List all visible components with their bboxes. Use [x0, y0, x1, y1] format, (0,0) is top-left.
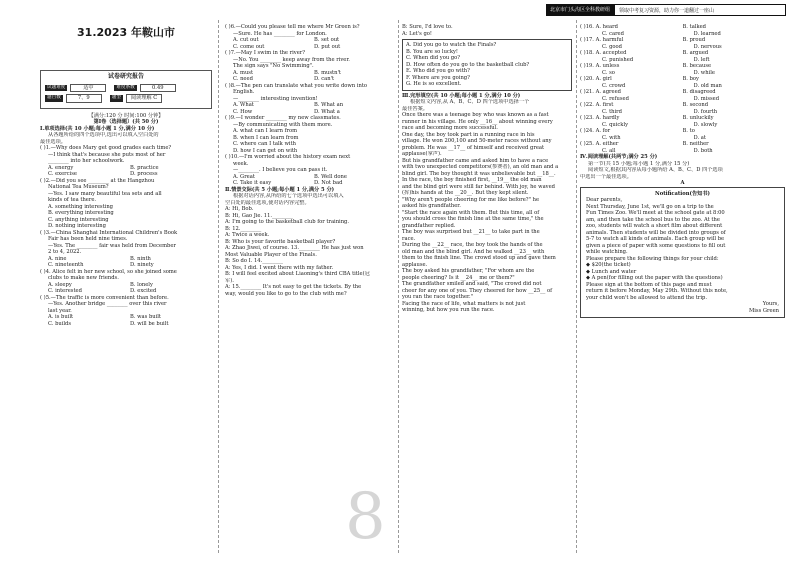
question-line: ( )10.—I'm worried about the history exam next [225, 154, 351, 160]
instruction-line: 从各题所给的四个选项中,选出可以填入空白处的 [48, 132, 159, 138]
option: B. boy [682, 76, 699, 82]
dialog-line: A: Twice a week. [225, 232, 270, 238]
choice-option: B. You are so lucky! [406, 48, 458, 55]
column-4 [580, 24, 785, 318]
option: ( )20. A. girl [580, 76, 612, 82]
passage-line: with two unexpected competitors(参赛者), an old man and a [402, 164, 559, 170]
option: A. is built [48, 314, 74, 320]
dialog-line: B: Sure, I'd love to. [402, 24, 453, 30]
option: ( )21. A. agreed [580, 89, 621, 95]
option: D. fourth [693, 108, 718, 115]
option: A. what can I learn from [233, 128, 298, 134]
option: A. What [233, 102, 254, 108]
passage-line: asked his grandfather. [402, 203, 461, 209]
dialog [225, 206, 395, 297]
question-list [40, 145, 212, 327]
option: A. Great [233, 173, 255, 180]
passage-line: One day, the boy took part in a running race in his [402, 131, 535, 138]
question-line: —Yes. The ________ fair was held from December [48, 242, 176, 249]
question-line: last year. [48, 307, 72, 314]
dialog-line: B: Who is your favorite basketball player? [225, 238, 336, 245]
option: B. everything interesting [48, 210, 114, 216]
notice-line: Please sign at the bottom of this page and must [586, 281, 712, 288]
passage-line: Facing the race of life, what matters is not just [402, 300, 526, 307]
notice-line: Please prepare the following things for your child: [586, 255, 719, 262]
passage-line: cheer for any one of you. They cheered for how __25__ of [402, 287, 553, 294]
column-divider [398, 20, 399, 553]
option: D. learned [693, 30, 721, 37]
dialog-line: A: Let's go! [402, 30, 433, 37]
report-value: 阅读理解 C [126, 94, 162, 103]
option: C. Take it easy [233, 180, 272, 186]
passage-line: runner in his village. He only __16__ about winning every [402, 118, 553, 125]
notice-line: ◆ A pen(for filling out the paper with the questions) [586, 275, 723, 281]
option: D. What a [314, 108, 340, 115]
choice-option: E. Who did you go with? [406, 68, 470, 74]
question-line: week. [233, 160, 249, 167]
dialog-line: B: So do I. 14.________ [225, 258, 283, 264]
passage-line: "Why aren't people cheering for me like before?" he [402, 196, 540, 203]
question-line: kinds of tea there. [48, 197, 97, 203]
option: C. quickly [602, 121, 629, 128]
option: D. left [693, 56, 710, 63]
passage-line: (挥)his hands at the __20__. But they kept silent. [402, 190, 529, 196]
question-line: ( )1.—Why does Mary get good grades each time? [40, 145, 172, 151]
column-divider [576, 20, 577, 553]
option: D. missed [693, 95, 720, 102]
question-line: clubs to make new friends. [48, 275, 119, 281]
question-line: —Sure. He has ________ for London. [233, 30, 327, 37]
passage-line: The boy asked his grandfather, "For whom are the [402, 268, 535, 274]
question-line: The sign says "No Swimming". [233, 63, 314, 69]
score-line: 【满分:120 分 时间:100 分钟】 [88, 112, 164, 119]
choice-option: F. Where are you going? [406, 74, 470, 81]
subsection-heading: 第一节(共 15 小题;每小题 1 分,满分 15 分) [588, 160, 690, 167]
notice-line: while watching. [586, 249, 628, 255]
instruction-line: 根据短文内容,从 A、B、C、D 四个选项中选择一个 [410, 99, 530, 105]
cloze-options [580, 24, 785, 154]
instruction-line: 阅读短文,根据其内容从每小题所给 A、B、C、D 四个选项 [588, 167, 723, 173]
passage-line: people cheering? Is it __24__ me or them?" [402, 274, 515, 281]
dialog-line: A: Yes, I did. I went there with my father. [225, 264, 334, 271]
option: B. second [682, 102, 709, 108]
option: B. neither [682, 141, 709, 147]
option: B. when I can learn from [233, 134, 299, 141]
option: ( )25. A. either [580, 141, 619, 147]
passage-line: But his grandfather came and asked him to have a race [402, 157, 549, 164]
passage-line: grandfather replied. [402, 222, 456, 229]
passage-line: applause(掌声). [402, 151, 442, 157]
choice-box [402, 39, 572, 91]
option-row [40, 321, 212, 328]
dialog-line: B: 12.________ [225, 225, 262, 232]
option: C. all [602, 147, 616, 154]
passage-line: old man and the blind girl. And he walked __23__ with [402, 248, 545, 255]
top-banner [546, 4, 786, 16]
option: C. anything interesting [48, 216, 109, 223]
choice-option: D. How often do you go to the basketball club? [406, 61, 530, 68]
option: D. can't [314, 76, 335, 82]
dialog-line: Most Valuable Player of the Finals. [225, 251, 317, 258]
option: ( )18. A. accepted [580, 50, 627, 56]
option: C. nineteenth [48, 262, 84, 268]
report-label: 题型 [111, 95, 121, 100]
option: D. will be built [130, 320, 169, 327]
option: D. while [693, 69, 715, 76]
report-value: 7、9 [66, 94, 102, 103]
option: D. Not bad [314, 180, 343, 186]
dialog-line: B: Hi, Gao Jie. 11.________ [225, 212, 293, 219]
dialog-line: 军). [225, 277, 234, 284]
section-heading: Ⅲ.完形填空(共 10 小题;每小题 1 分,满分 10 分) [402, 92, 521, 99]
option: D. old man [693, 82, 722, 89]
passage-line: Once there was a teenage boy who was known as a fast [402, 112, 549, 118]
notice-line: return it before Monday, May 29th. Without this note, [586, 288, 728, 294]
option: B. lonely [130, 281, 153, 288]
question-line: ( )6.—Could you please tell me where Mr Green is? [225, 24, 360, 30]
option: C. where can I talk with [233, 141, 296, 147]
question-line: 2 to 4, 2022. [48, 249, 82, 255]
column-2 [225, 24, 395, 297]
option-row [225, 180, 395, 187]
passage-line: and the blind girl were still far behind. With joy, he waved [402, 183, 555, 190]
option: ( )23. A. hardly [580, 115, 620, 121]
passage-line: winning, but how you run the race. [402, 307, 495, 313]
option: A. energy [48, 164, 74, 171]
option: B. mustn't [314, 69, 341, 76]
passage-line: village. He won 200,100 and 50-meter races without any [402, 138, 552, 144]
passage-line: problem. He was __17__ of himself and received great [402, 144, 545, 151]
option: C. with [602, 134, 621, 141]
question-line: ( )9.—I wonder ________ my new classmates. [225, 115, 341, 121]
option: D. excited [130, 288, 157, 294]
notice-box [580, 187, 785, 319]
question-line: —________. I believe you can pass it. [233, 167, 328, 173]
question-line: ________ into her schoolwork. [48, 158, 125, 164]
question-line: ( )8.—The pen can translate what you write down into [225, 82, 368, 89]
question-line: ( )2.—Did you see ________ at the Hangzhou [40, 177, 155, 184]
option: C. come out [233, 43, 265, 50]
report-heading: 试卷研究报告 [107, 73, 144, 80]
notice-line: am, and then take the school bus to the zoo. At the [586, 216, 720, 223]
option: C. good [602, 43, 622, 50]
option: D. both [693, 147, 713, 154]
option-row [40, 262, 212, 269]
option: C. exercise [48, 171, 77, 177]
option: B. argued [682, 50, 709, 56]
option: C. so [602, 69, 615, 76]
option: B. set out [314, 37, 340, 43]
question-line: ( )3.—China Shanghai International Children's Book [40, 229, 178, 236]
report-label: 试题难度 [47, 84, 66, 90]
question-line: ( )7.—May I swim in the river? [225, 50, 306, 56]
option: D. nervous [693, 43, 722, 50]
option-row [40, 288, 212, 295]
section-heading: Ⅰ.单项选择(共 10 小题;每小题 1 分,满分 10 分) [40, 125, 155, 132]
passage-line: blind girl. The boy thought it was unbelievable but __18__. [402, 170, 556, 177]
option: D. at [693, 134, 706, 141]
option: ( )17. A. harmful [580, 37, 624, 43]
notice-line: Fun Times Zoo. We'll meet at the school gate at 8:00 [586, 210, 725, 216]
notice-line: Next Thursday, June 1st, we'll go on a trip to the [586, 203, 714, 210]
option: C. refused [602, 95, 629, 102]
option: A. sleepy [48, 281, 72, 288]
question-line: —I think that's because she puts most of her [48, 151, 166, 158]
notice-body [586, 197, 779, 314]
question-list [225, 24, 395, 187]
instruction-line: 根据对话内容,从所给的七个选项中选出可以填入 [233, 193, 344, 199]
passage-line: them to the finish line. The crowd stood up and gave them [402, 255, 556, 261]
option: A. must [233, 69, 254, 76]
option: A. cut out [233, 37, 259, 43]
option: D. how I can get on with [233, 147, 298, 154]
instruction-line: 最佳答案。 [402, 105, 428, 112]
notice-line: Dear parents, [586, 197, 623, 203]
option: C. punished [602, 56, 634, 63]
question-line: ( )4. Alice felt in her new school, so she joined some [40, 268, 177, 275]
section-heading: Ⅱ.情景交际(共 5 小题;每小题 1 分,满分 5 分) [225, 186, 335, 193]
notice-line: ◆ $20(the ticket) [586, 262, 631, 268]
passage-line: During the __22__ race, the boy took the hands of the [402, 242, 543, 248]
option: ( )16. A. heard [580, 24, 618, 30]
banner-right: 领取中考复习资源，助力你一道翻过一座山 [614, 4, 786, 16]
passage-line: The boy was surprised but __21__ to take part in the [402, 229, 540, 235]
question-line: —No. You ________ keep away from the river. [233, 56, 350, 63]
dialog-line: A: 15.________ It's not easy to get the tickets. By the [225, 284, 362, 290]
choice-option: G. He is so excellent. [406, 81, 462, 87]
option: D. process [130, 171, 158, 177]
option: C. builds [48, 320, 72, 327]
notice-line: 5-7 to watch all kinds of animals. Each group will be [586, 236, 725, 242]
column-1 [40, 24, 212, 327]
notice-line: Miss Green [748, 307, 779, 314]
report-label: 题目数 [47, 95, 61, 100]
watermark: 8 [345, 480, 390, 554]
banner-left: 北京市门头沟区全科教研组 [546, 4, 614, 16]
option: C. third [602, 108, 622, 115]
passage-line: applause. [402, 261, 428, 268]
page-title: 31.2023 年鞍山市 [77, 26, 175, 39]
passage-line: race and becoming more successful. [402, 125, 498, 131]
exam-report [40, 70, 212, 109]
report-value: 适中 [70, 84, 106, 93]
question-line: —Yes. I saw many beautiful tea sets and all [48, 190, 162, 197]
passage-line: In the race, the boy finished first, __19__ the old man [402, 177, 542, 183]
option: A. something interesting [48, 203, 113, 210]
report-value: 0.49 [140, 84, 176, 93]
option: ( )22. A. first [580, 102, 614, 108]
option: B. talked [682, 24, 706, 30]
option: B. was built [130, 314, 162, 320]
question-line: Fair has been held nine times. [48, 236, 128, 242]
option: A. nine [48, 255, 67, 262]
option: ( )24. A. for [580, 128, 611, 134]
passage-line: The grandfather smiled and said, "The crowd did not [402, 281, 542, 287]
option: C. interested [48, 288, 82, 294]
option: B. What an [314, 102, 344, 108]
option: B. unluckily [682, 115, 714, 121]
column-divider [218, 20, 219, 553]
option: C. cared [602, 30, 624, 37]
option-row [225, 76, 395, 83]
question-line: —________ interesting invention! [233, 95, 318, 102]
option: B. ninth [130, 255, 151, 262]
instruction-line: 空白处的最佳选项,使对话内容完整。 [225, 199, 310, 206]
column-3 [402, 24, 572, 314]
option: B. practice [130, 164, 159, 171]
notice-line: Yours, [762, 301, 779, 307]
option: ( )19. A. unless [580, 63, 620, 69]
instruction-line: 中选出一个最佳选项。 [580, 173, 632, 180]
notice-title: Notification(告知书) [655, 190, 710, 197]
dialog-line: A: I'm going to the basketball club for training. [225, 219, 350, 225]
option: B. to [682, 128, 695, 134]
option: B. Well done [314, 173, 347, 180]
option: B. because [682, 63, 712, 69]
report-label: 难度系数 [116, 84, 135, 90]
question-line: —Yes. Another bridge ________ over this river [48, 301, 167, 307]
option: C. need [233, 76, 253, 82]
section-heading: Ⅳ.阅读理解(共两节;满分 25 分) [580, 154, 658, 160]
dialog-line: A: Zhao Jiwei, of course. 13.________ He has just won [225, 245, 364, 251]
question-line: English. [233, 89, 255, 95]
passage-line: you ran the race together." [402, 294, 473, 300]
option-row [40, 171, 212, 178]
passage-line: "Start the race again with them. But this time, all of [402, 209, 540, 216]
question-line: ( )5.—The traffic is more convenient than before. [40, 294, 169, 301]
notice-line: ◆ Lunch and water [586, 268, 637, 275]
notice-line: your child won't be allowed to attend the trip. [586, 294, 708, 301]
dialog-line: way, would you like to go to the club with me? [225, 290, 347, 297]
cloze-passage [402, 112, 572, 314]
question-line: National Tea Museum? [48, 184, 109, 190]
choice-option: A. Did you go to watch the Finals? [406, 42, 497, 48]
notice-line: given a piece of paper with some questions to fill out [586, 242, 726, 249]
choice-option: C. When did you go? [406, 55, 461, 61]
option: D. put out [314, 43, 341, 50]
option: D. ninety [130, 262, 154, 268]
passage-letter: A [680, 180, 685, 186]
option: D. nothing interesting [48, 223, 106, 229]
notice-line: zoo, students will watch a short film about different [586, 223, 723, 229]
instruction-line: 最佳选项。 [40, 138, 66, 145]
option: D. slowly [693, 121, 718, 128]
passage-line: race. [402, 235, 416, 242]
question-line: —By communicating with them more. [233, 121, 333, 128]
option: B. disagreed [682, 89, 716, 95]
part-heading: 第Ⅰ卷（选择题）(共 50 分) [93, 119, 159, 125]
notice-line: animals. Then students will be divided into groups of [586, 229, 726, 236]
dialog-line: A: Hi, Bob. [225, 206, 254, 212]
passage-line: you should cross the finish line at the same time," the [402, 216, 544, 222]
option: C. crowd [602, 82, 626, 89]
option: C. How [233, 108, 253, 115]
dialog-line: B: I will feel excited about Liaoning's third CBA title(冠 [225, 271, 370, 277]
option: B. proud [682, 37, 706, 43]
